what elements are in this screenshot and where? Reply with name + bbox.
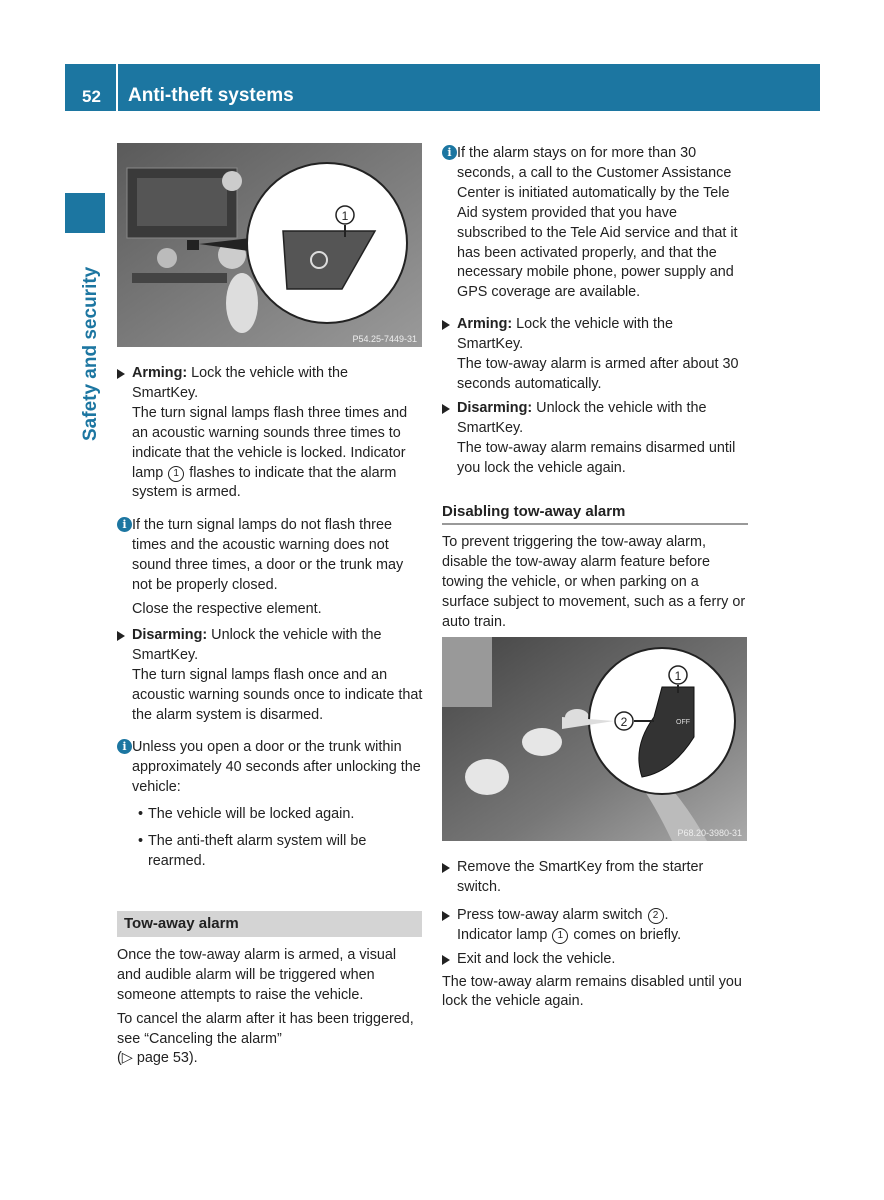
info-note-3-text: If the alarm stays on for more than 30 seconds, a call to the Customer Assistance Center is initiated automatically by the Tele Aid system provided that you have subscribed to the Tele Aid service and that it has been activated properly, and that the necessary mobile phone, power supply and GPS coverage are available. [457, 145, 738, 301]
tow-arming-instruction-end: SmartKey. [457, 336, 524, 353]
arming-instruction: Lock the vehicle with the [187, 365, 348, 381]
right-steps [442, 858, 748, 1012]
tow-arming-label: Arming: [457, 316, 513, 333]
disarming-instruction: Unlock the vehicle with the [207, 626, 382, 643]
tow-arming-body: The tow-away alarm is armed after about 30 seconds automatically. [457, 356, 739, 392]
info-note-3 [442, 144, 748, 303]
image-code-1: P54.25-7449-31 [352, 334, 417, 344]
bullet-arrow-icon [442, 955, 450, 965]
tow-away-description: Once the tow-away alarm is armed, a visual and audible alarm will be triggered when someone attempts to raise the vehicle. [117, 946, 397, 1003]
info-note-1-close: Close the respective element. [132, 600, 322, 617]
cancel-alarm-text: To cancel the alarm after it has been triggered, see “Canceling the alarm” [117, 1010, 414, 1047]
bullet-arrow-icon [442, 863, 450, 873]
section-heading-disabling: Disabling tow-away alarm [442, 502, 748, 526]
step-press-switch-end: . [664, 906, 669, 923]
info-note-1 [117, 516, 423, 620]
list-item [117, 832, 423, 872]
tow-disarming-body: The tow-away alarm remains disarmed until you lock the vehicle again. [457, 439, 736, 476]
disarming-label: Disarming: [132, 626, 208, 643]
section-heading-tow-away: Tow-away alarm [117, 911, 422, 937]
disarming-instruction-end: SmartKey. [132, 646, 199, 663]
bullet-dot-icon: • [138, 806, 144, 823]
tow-away-switch-photo [442, 637, 747, 841]
info-icon: i [117, 739, 132, 754]
right-column [442, 144, 748, 633]
disabling-description: To prevent triggering the tow-away alarm, disable the tow-away alarm feature before towing the vehicle, or when parking on a surface subject to movement, such as a ferry or auto train. [442, 534, 746, 631]
indicator-lamp-text: Indicator lamp [457, 926, 552, 943]
left-column [117, 364, 423, 872]
bullet-arrow-icon [117, 631, 125, 641]
info-note-2 [117, 738, 423, 798]
closing-note: The tow-away alarm remains disabled until you lock the vehicle again. [442, 973, 742, 1010]
arming-label: Arming: [132, 365, 188, 381]
image-code-2: P68.20-3980-31 [677, 828, 742, 838]
page-reference-link[interactable]: (▷ page 53). [117, 1050, 198, 1067]
disarming-body: The turn signal lamps flash once and an acoustic warning sounds once to indicate that the alarm system is disarmed. [132, 666, 423, 723]
info-icon: i [117, 517, 132, 532]
bullet-arrow-icon [442, 320, 450, 330]
arming-body-end: flashes to indicate that the alarm system is armed. [132, 464, 397, 501]
list-item-text: The anti-theft alarm system will be rearmed. [148, 833, 367, 869]
bullet-dot-icon: • [138, 833, 144, 850]
ref-circle-2: 2 [648, 908, 664, 924]
page-header [65, 64, 820, 111]
indicator-lamp-text-end: comes on briefly. [569, 926, 682, 943]
step-remove-key-text: Remove the SmartKey from the starter switch. [457, 859, 704, 895]
page-number: 52 [82, 87, 101, 106]
switch-off-label: OFF [676, 719, 690, 726]
section-tab-marker [65, 193, 105, 233]
header-divider [116, 64, 118, 111]
disarming-step [117, 626, 423, 726]
alarm-indicator-photo [117, 143, 422, 347]
step-press-switch [442, 906, 748, 946]
info-note-1-text: If the turn signal lamps do not flash three times and the acoustic warning does not sound three times, a door or the trunk may not be properly closed. [132, 517, 404, 594]
tow-disarming-instruction: Unlock the vehicle with the [532, 399, 707, 416]
tow-disarming-instruction-end: SmartKey. [457, 419, 524, 436]
bullet-arrow-icon [117, 369, 125, 379]
step-exit-lock [442, 950, 748, 970]
section-tab-label: Safety and security [80, 266, 101, 441]
bullet-arrow-icon [442, 911, 450, 921]
bullet-arrow-icon [442, 404, 450, 414]
step-press-switch-text: Press tow-away alarm switch [457, 906, 647, 923]
tow-disarming-step [442, 399, 748, 479]
info-note-2-text: Unless you open a door or the trunk within approximately 40 seconds after unlocking the vehicle: [132, 739, 421, 796]
ref-circle-1: 1 [552, 928, 568, 944]
page-title: Anti-theft systems [128, 85, 294, 106]
tow-away-section [117, 911, 422, 1069]
tow-arming-instruction: Lock the vehicle with the [512, 316, 673, 333]
callout-1-label: 1 [341, 209, 349, 223]
step-exit-lock-text: Exit and lock the vehicle. [457, 950, 616, 967]
tow-arming-step [442, 315, 748, 395]
ref-circle-1: 1 [168, 466, 184, 482]
list-item [117, 805, 423, 825]
arming-instruction-end: SmartKey. [132, 384, 199, 401]
step-remove-key [442, 858, 748, 898]
arming-body: The turn signal lamps flash three times and an acoustic warning sounds three times to indicate that the vehicle is locked. Indicator lamp [132, 404, 408, 481]
list-item-text: The vehicle will be locked again. [148, 806, 355, 823]
callout-1-label: 1 [674, 669, 682, 683]
arming-step [117, 364, 423, 503]
callout-2-label: 2 [620, 715, 628, 729]
tow-disarming-label: Disarming: [457, 399, 533, 416]
info-icon: i [442, 145, 457, 160]
